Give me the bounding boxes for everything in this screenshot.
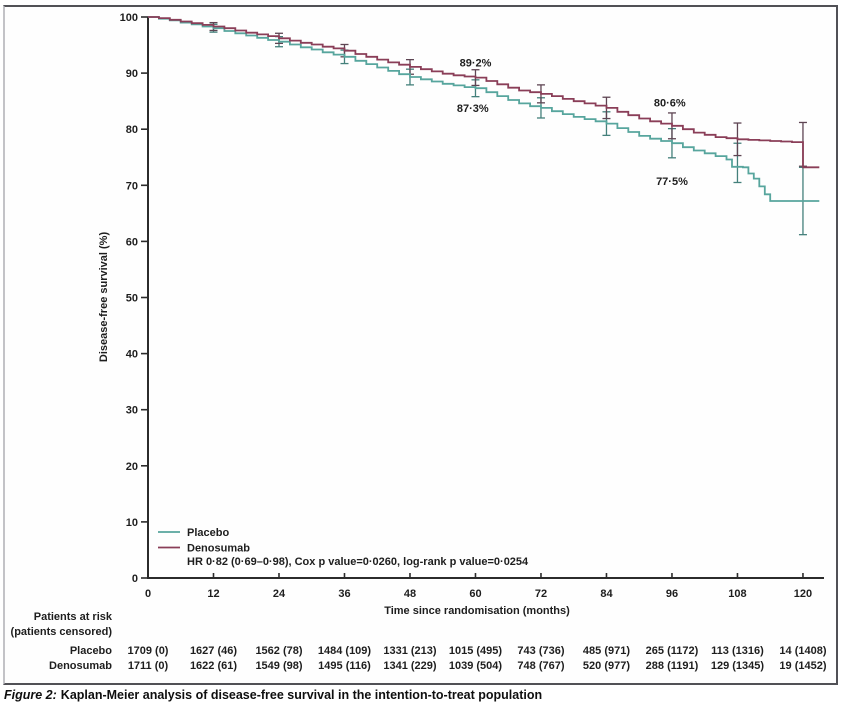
km-curve-denosumab — [148, 17, 819, 167]
at-risk-cell: 743 (736) — [517, 645, 565, 657]
at-risk-cell: 288 (1191) — [645, 660, 699, 672]
at-risk-cell: 1709 (0) — [127, 645, 169, 657]
axes — [147, 17, 824, 578]
y-tick-label: 60 — [125, 236, 138, 249]
curve-annotations — [457, 57, 688, 187]
y-tick-label: 100 — [119, 12, 138, 24]
at-risk-cell: 265 (1172) — [645, 645, 699, 657]
at-risk-cell: 1484 (109) — [317, 645, 372, 657]
at-risk-row-label-denosumab: Denosumab — [49, 660, 112, 672]
at-risk-cell: 485 (971) — [582, 645, 631, 657]
y-axis-title: Disease-free survival (%) — [98, 231, 110, 363]
annotation-87·3%: 87·3% — [456, 102, 489, 115]
x-tick-label: 72 — [534, 588, 548, 600]
at-risk-cell: 1627 (46) — [189, 645, 238, 657]
at-risk-cell: 1562 (78) — [255, 645, 303, 657]
at-risk-cell: 1039 (504) — [448, 660, 503, 672]
legend-stats-line: HR 0·82 (0·69–0·98), Cox p value=0·0260, log-rank p value=0·0254 — [187, 556, 529, 568]
figure-caption-label: Figure 2: — [4, 688, 57, 702]
legend-label-denosumab: Denosumab — [187, 542, 250, 555]
at-risk-cell: 1495 (116) — [318, 660, 371, 672]
at-risk-cell: 129 (1345) — [710, 660, 765, 672]
at-risk-cell: 1331 (213) — [383, 645, 437, 657]
at-risk-cell: 748 (767) — [517, 660, 565, 672]
x-axis-title: Time since randomisation (months) — [384, 605, 570, 617]
x-tick-label: 60 — [469, 588, 482, 600]
at-risk-cell: 520 (977) — [582, 660, 631, 672]
x-tick-label: 12 — [207, 588, 220, 600]
at-risk-cell: 1341 (229) — [383, 660, 437, 672]
at-risk-cell: 1711 (0) — [127, 660, 169, 672]
x-tick-label: 108 — [728, 588, 747, 600]
x-tick-label: 84 — [600, 588, 613, 600]
y-tick-label: 90 — [125, 68, 138, 81]
x-tick-label: 24 — [272, 588, 286, 600]
y-tick-label: 40 — [125, 348, 138, 361]
x-tick-label: 36 — [338, 588, 351, 600]
figure-caption-text: Kaplan-Meier analysis of disease-free survival in the intention-to-treat population — [60, 688, 543, 702]
legend-label-placebo: Placebo — [187, 527, 230, 539]
annotation-80·6%: 80·6% — [653, 97, 686, 110]
at-risk-cell: 1015 (495) — [448, 645, 503, 657]
at-risk-table — [49, 645, 827, 672]
y-tick-label: 30 — [125, 404, 138, 417]
annotation-89·2%: 89·2% — [459, 57, 492, 70]
error-bars-placebo — [209, 24, 806, 234]
at-risk-subheader: (patients censored) — [10, 626, 112, 638]
y-tick-label: 80 — [125, 124, 138, 137]
at-risk-cell: 19 (1452) — [779, 660, 827, 672]
x-tick-label: 48 — [403, 588, 417, 600]
y-tick-label: 70 — [125, 180, 138, 193]
at-risk-cell: 14 (1408) — [779, 645, 827, 657]
at-risk-row-label-placebo: Placebo — [69, 645, 112, 657]
y-tick-label: 10 — [125, 516, 138, 529]
at-risk-cell: 1622 (61) — [189, 660, 238, 672]
x-tick-label: 0 — [144, 588, 152, 600]
y-tick-label: 0 — [131, 573, 138, 585]
legend — [158, 527, 250, 555]
x-tick-label: 120 — [793, 588, 813, 600]
y-axis-ticks — [120, 12, 148, 585]
at-risk-cell: 1549 (98) — [255, 660, 303, 672]
x-tick-label: 96 — [665, 588, 679, 600]
at-risk-cell: 113 (1316) — [711, 645, 764, 657]
annotation-77·5%: 77·5% — [656, 175, 688, 188]
y-tick-label: 50 — [125, 292, 138, 305]
at-risk-header: Patients at risk — [33, 611, 112, 623]
figure-caption — [4, 688, 542, 702]
y-tick-label: 20 — [125, 460, 138, 473]
